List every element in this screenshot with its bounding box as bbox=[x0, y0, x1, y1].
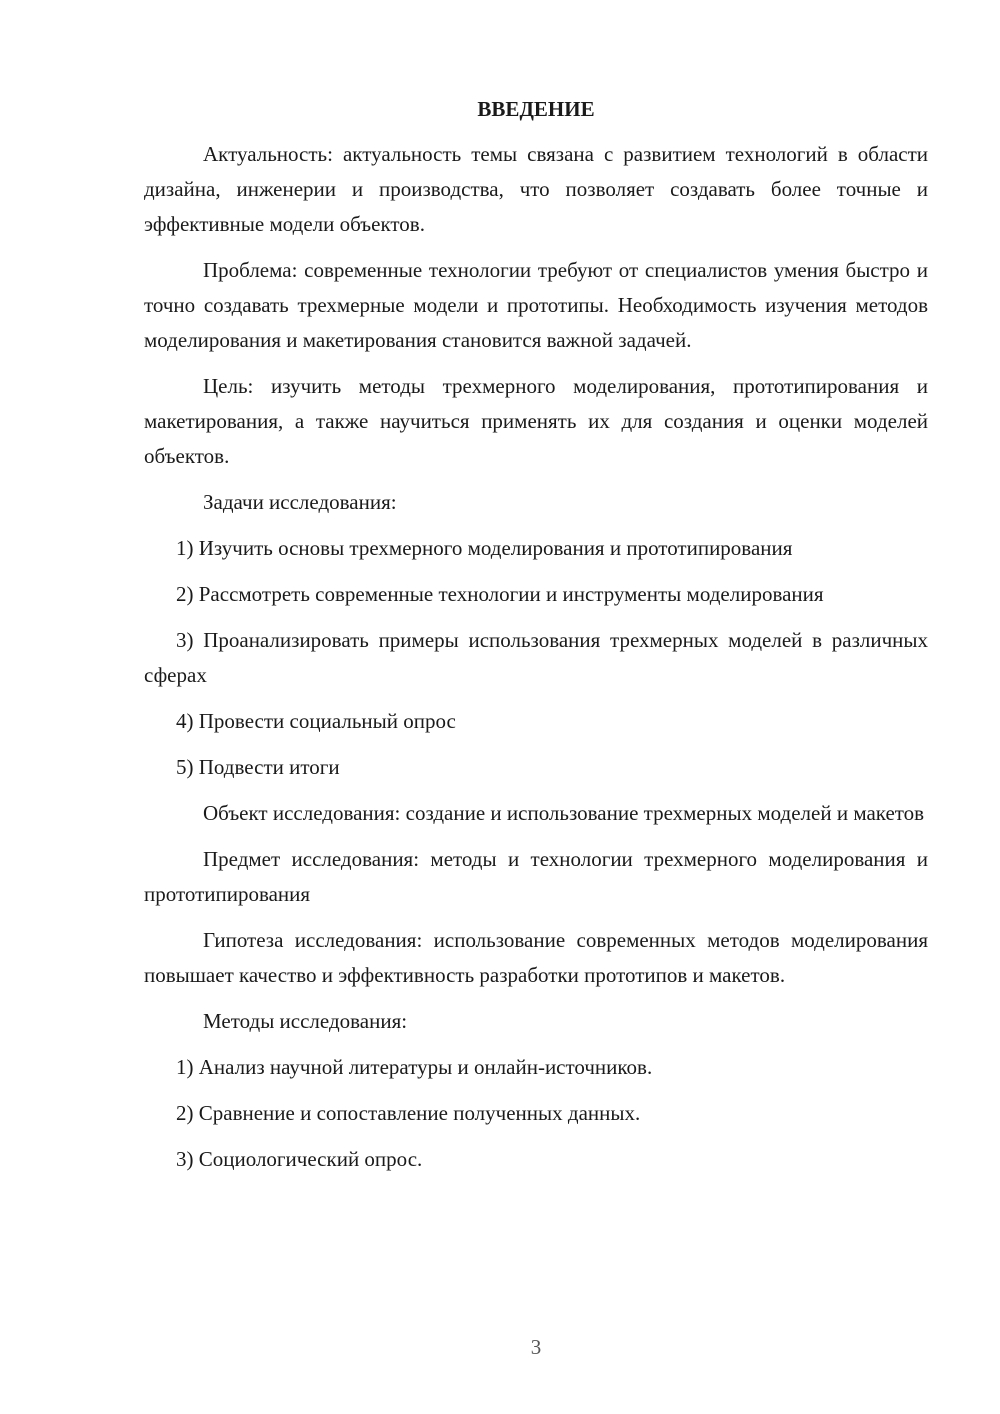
list-item-task-2: 2) Рассмотреть современные технологии и инструменты моделирования bbox=[176, 582, 824, 606]
paragraph-tasks-heading: Задачи исследования: bbox=[203, 490, 397, 514]
paragraph-research-object: Объект исследования: создание и использование трехмерных моделей и макетов bbox=[203, 801, 925, 825]
list-item-method-3: 3) Социологический опрос. bbox=[176, 1147, 423, 1171]
list-item-task-4: 4) Провести социальный опрос bbox=[176, 709, 456, 733]
paragraph-methods-heading: Методы исследования: bbox=[203, 1009, 408, 1033]
page-number: 3 bbox=[530, 1335, 542, 1359]
paragraph-problem: Проблема: современные технологии требуют от специалистов умения быстро и точно создавать трехмерные модели и прототипы. Необходимость изучения методов моделирования и макетирования становится важной задачей. bbox=[144, 258, 928, 352]
list-item-method-2: 2) Сравнение и сопоставление полученных данных. bbox=[176, 1101, 641, 1125]
paragraph-relevance: Актуальность: актуальность темы связана с развитием технологий в области дизайна, инженерии и производства, что позволяет создавать более точные и эффективные модели объектов. bbox=[144, 142, 928, 236]
list-item-task-1: 1) Изучить основы трехмерного моделирования и прототипирования bbox=[176, 536, 793, 560]
page-content bbox=[144, 92, 928, 1188]
paragraph-research-subject: Предмет исследования: методы и технологии трехмерного моделирования и прототипирования bbox=[144, 847, 928, 906]
section-title: ВВЕДЕНИЕ bbox=[477, 97, 595, 121]
paragraph-hypothesis: Гипотеза исследования: использование современных методов моделирования повышает качество и эффективность разработки прототипов и макетов. bbox=[144, 928, 928, 987]
list-item-task-5: 5) Подвести итоги bbox=[176, 755, 340, 779]
list-item-method-1: 1) Анализ научной литературы и онлайн-источников. bbox=[176, 1055, 653, 1079]
list-item-task-3: 3) Проанализировать примеры использования трехмерных моделей в различных сферах bbox=[144, 628, 928, 687]
paragraph-goal: Цель: изучить методы трехмерного моделирования, прототипирования и макетирования, а также научиться применять их для создания и оценки моделей объектов. bbox=[144, 374, 928, 468]
